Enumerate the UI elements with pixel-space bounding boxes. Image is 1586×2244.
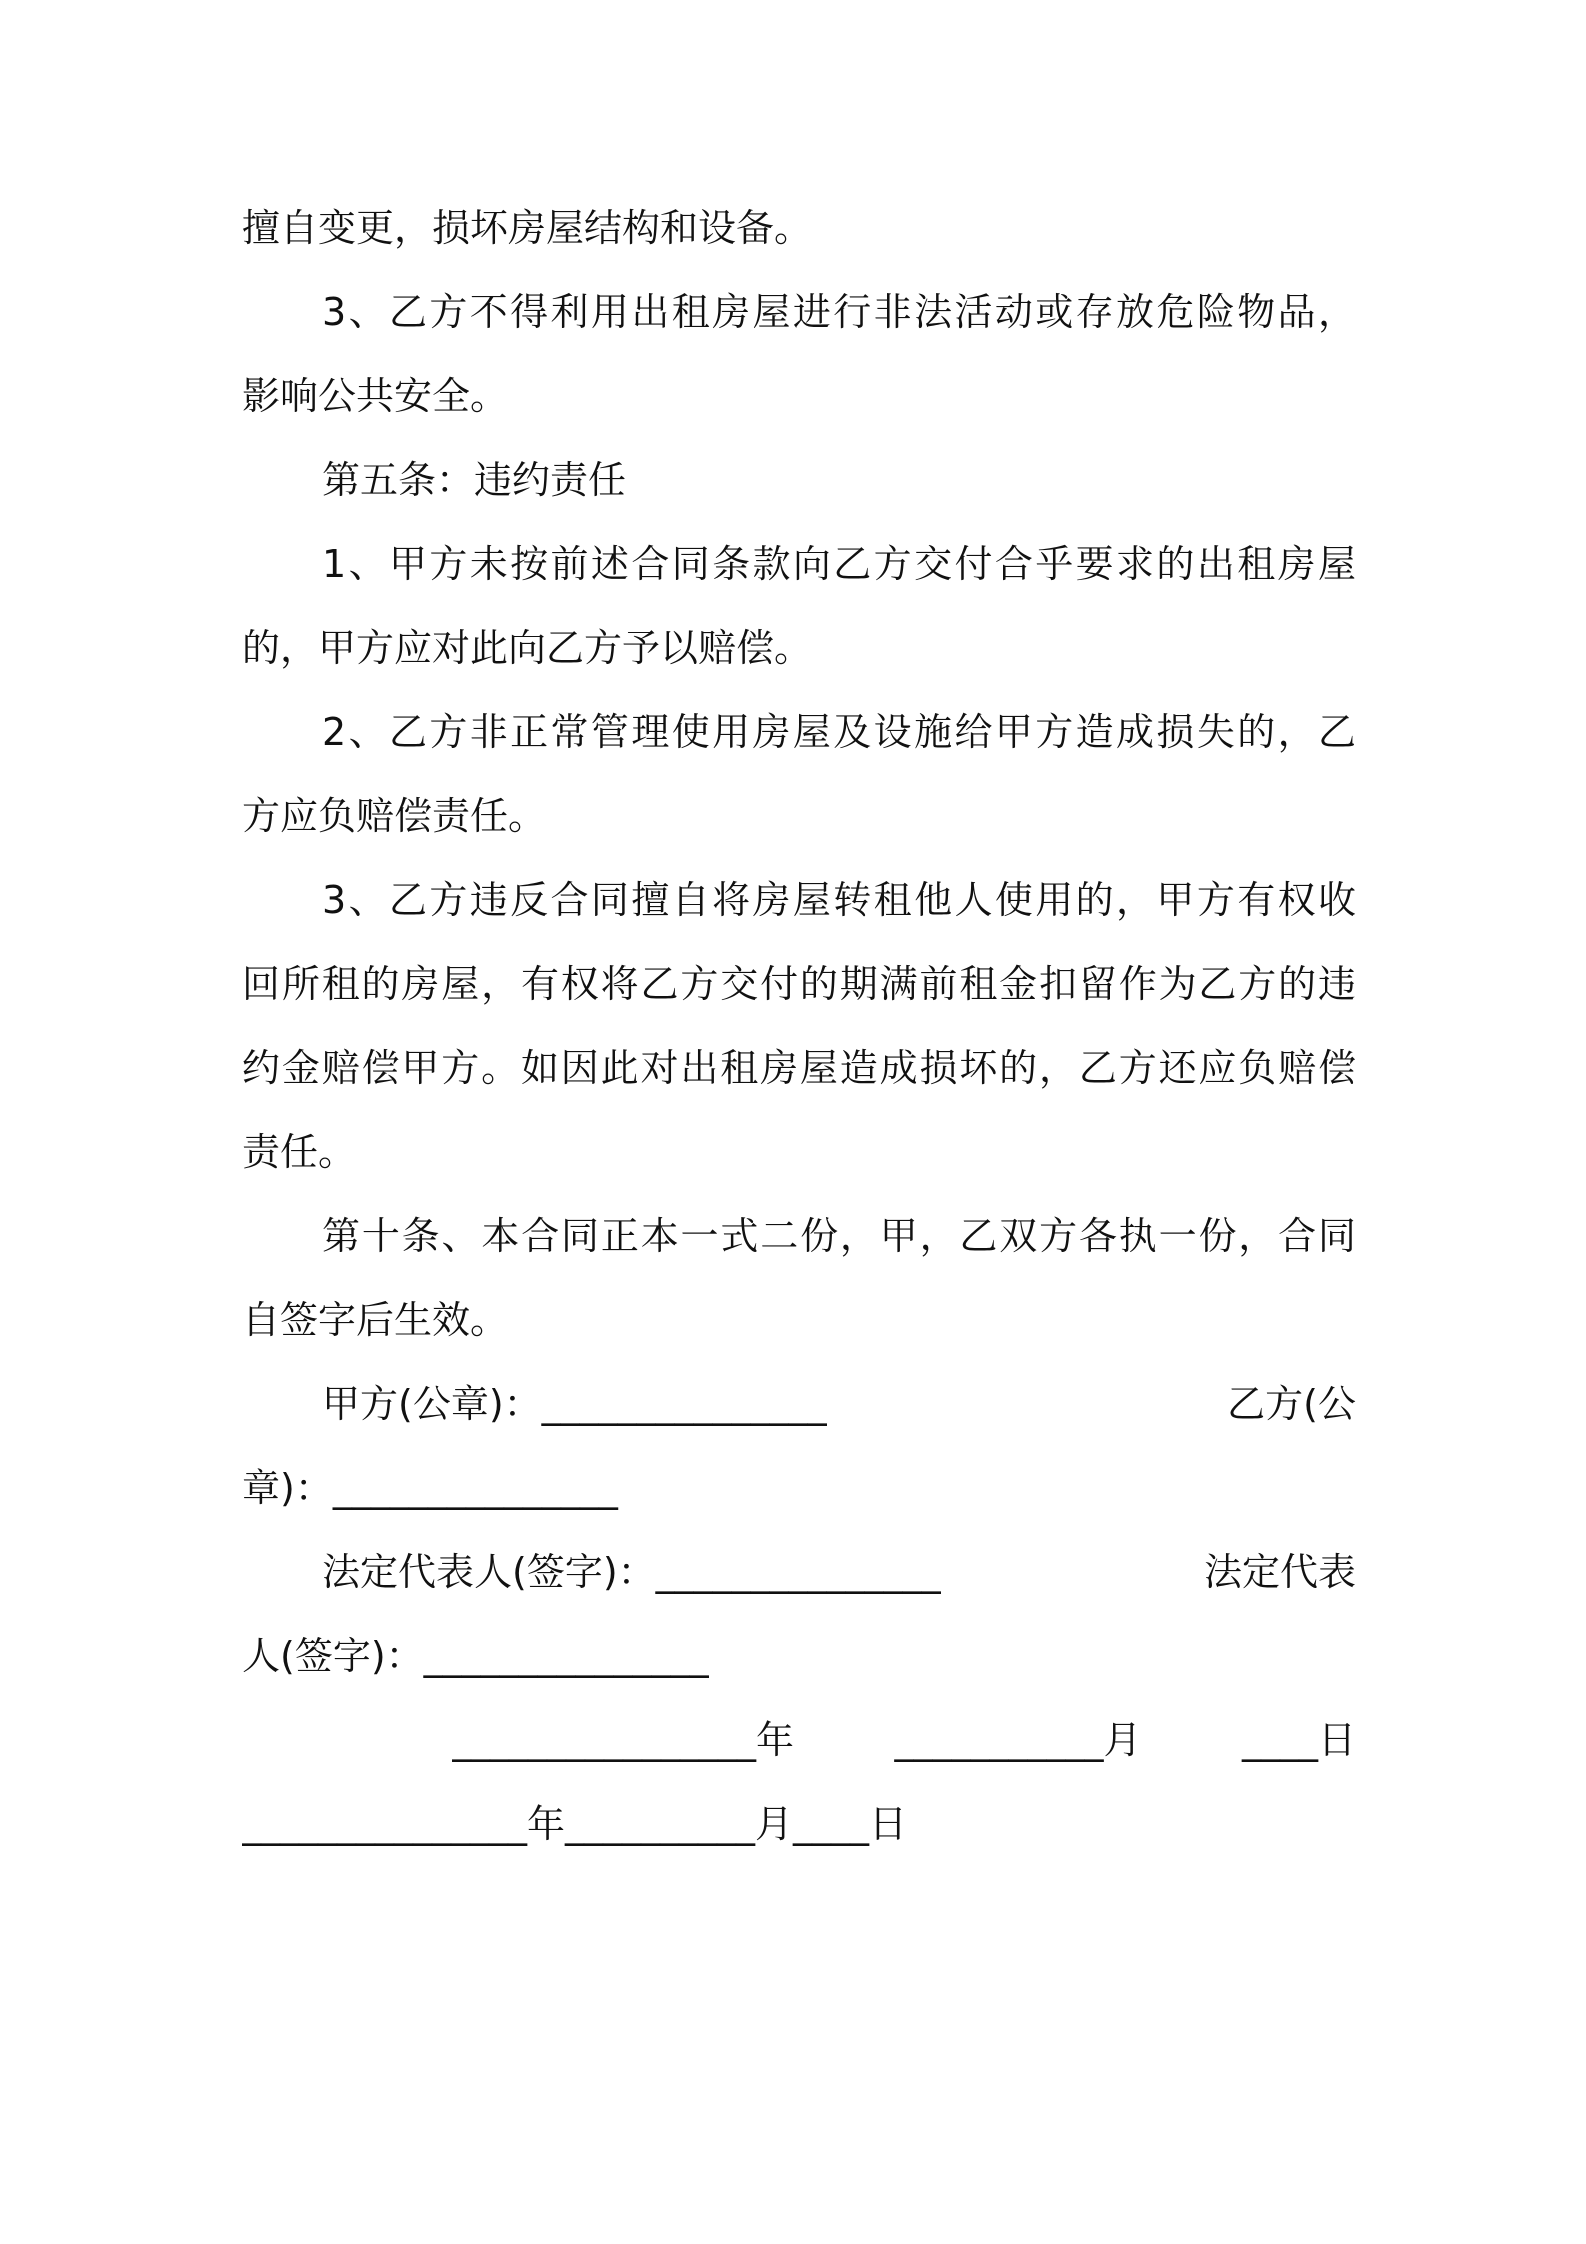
party-a-seal: 甲方(公章)：_______________ <box>322 1382 827 1426</box>
text-line: 擅自变更，损坏房屋结构和设备。 <box>242 206 813 250</box>
text-line: 方应负赔偿责任。 <box>242 794 547 838</box>
text-line: 自签字后生效。 <box>242 1298 509 1342</box>
date-a-month: ___________月 <box>894 1718 1142 1762</box>
date-row-b: _______________年__________月____日 <box>242 1802 908 1846</box>
text-line: 责任。 <box>242 1130 357 1174</box>
party-b-seal-end: 章)：_______________ <box>242 1466 618 1510</box>
text-line: 3、乙方不得利用出租房屋进行非法活动或存放危险物品， <box>322 290 1356 334</box>
section-heading: 第五条：违约责任 <box>322 458 627 502</box>
text-line: 3、乙方违反合同擅自将房屋转租他人使用的，甲方有权收 <box>322 878 1356 922</box>
text-line: 第十条、本合同正本一式二份，甲，乙双方各执一份，合同 <box>322 1214 1356 1258</box>
legal-rep-b-end: 人(签字)：_______________ <box>242 1634 709 1678</box>
text-line: 约金赔偿甲方。如因此对出租房屋造成损坏的，乙方还应负赔偿 <box>242 1046 1356 1090</box>
date-a-year: ________________年 <box>452 1718 795 1762</box>
date-a-day: ____日 <box>1241 1718 1356 1762</box>
text-line: 回所租的房屋，有权将乙方交付的期满前租金扣留作为乙方的违 <box>242 962 1356 1006</box>
text-line: 影响公共安全。 <box>242 374 509 418</box>
legal-rep-b-start: 法定代表 <box>1203 1550 1356 1594</box>
legal-rep-a: 法定代表人(签字)：_______________ <box>322 1550 941 1594</box>
text-line: 1、甲方未按前述合同条款向乙方交付合乎要求的出租房屋 <box>322 542 1356 586</box>
legal-rep-row <box>322 1540 1356 1604</box>
text-line: 的，甲方应对此向乙方予以赔偿。 <box>242 626 813 670</box>
party-b-seal-start: 乙方(公 <box>1227 1382 1356 1426</box>
seal-row <box>322 1372 1356 1436</box>
text-line: 2、乙方非正常管理使用房屋及设施给甲方造成损失的，乙 <box>322 710 1356 754</box>
date-row-a <box>452 1708 1356 1772</box>
